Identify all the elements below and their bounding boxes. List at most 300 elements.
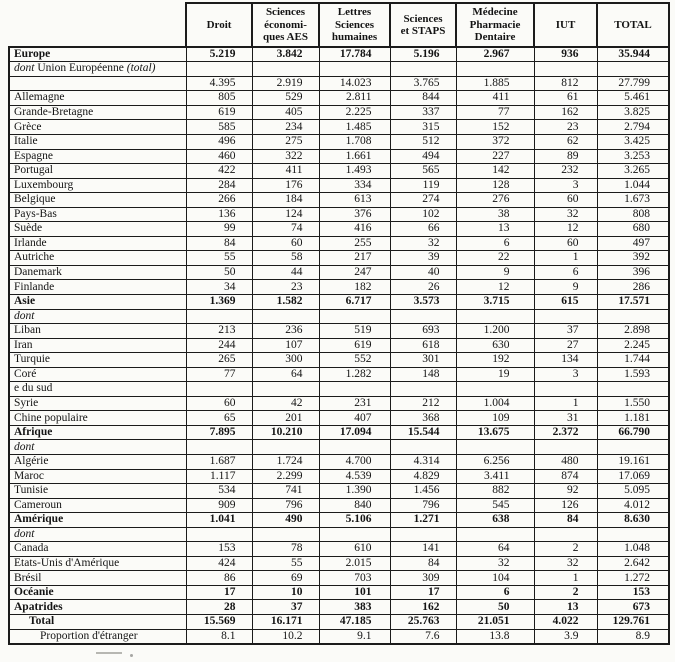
data-cell: 796 [252,498,319,513]
data-cell: 1.673 [597,193,669,208]
data-cell: 680 [597,222,669,237]
data-cell: 1.687 [186,454,252,469]
data-cell: 153 [597,585,669,600]
data-cell: 17 [186,585,252,600]
data-cell: 613 [319,193,390,208]
data-cell: 60 [534,236,597,251]
table-row [9,236,669,251]
data-cell: 376 [319,207,390,222]
scan-artifact-dash [96,652,122,654]
data-cell: 101 [319,585,390,600]
data-cell [456,309,534,324]
row-label: Syrie [9,396,186,411]
table-row [9,265,669,280]
data-cell: 9 [456,265,534,280]
data-cell: 2.794 [597,120,669,135]
data-cell: 411 [456,91,534,106]
data-cell: 615 [534,294,597,309]
data-cell: 107 [252,338,319,353]
data-cell: 34 [186,280,252,295]
data-cell: 1.885 [456,76,534,91]
data-cell: 8.630 [597,513,669,528]
column-header [597,3,669,47]
data-cell: 405 [252,105,319,120]
data-cell: 40 [390,265,456,280]
row-label: Allemagne [9,91,186,106]
data-cell: 8.9 [597,629,669,644]
table-row [9,76,669,91]
row-label: Coré [9,367,186,382]
table-row [9,280,669,295]
column-header [252,3,319,47]
data-cell: 8.1 [186,629,252,644]
row-label: Autriche [9,251,186,266]
data-cell: 638 [456,513,534,528]
data-cell: 6.256 [456,454,534,469]
data-cell [534,382,597,397]
table-row [9,629,669,644]
data-cell: 4.539 [319,469,390,484]
row-label: Amérique [9,513,186,528]
data-cell: 2.642 [597,556,669,571]
data-cell: 212 [390,396,456,411]
data-cell: 529 [252,91,319,106]
data-cell: 119 [390,178,456,193]
data-cell: 184 [252,193,319,208]
data-cell: 55 [186,251,252,266]
data-cell: 66 [390,222,456,237]
data-cell: 21.051 [456,615,534,630]
data-cell: 284 [186,178,252,193]
data-cell: 244 [186,338,252,353]
column-header-line: Lettres [337,6,372,19]
column-header-line: et STAPS [400,25,446,37]
table-row [9,498,669,513]
data-cell: 126 [534,498,597,513]
table-row [9,105,669,120]
data-cell: 618 [390,338,456,353]
data-cell: 5.461 [597,91,669,106]
row-label: Asie [9,294,186,309]
table-row [9,454,669,469]
row-label: Cameroun [9,498,186,513]
row-label: dont Union Européenne (total) [9,62,186,77]
data-cell: 84 [186,236,252,251]
data-cell: 4.314 [390,454,456,469]
data-cell: 2.898 [597,324,669,339]
data-cell: 13.8 [456,629,534,644]
data-cell: 2.015 [319,556,390,571]
data-cell: 274 [390,193,456,208]
column-header [534,3,597,47]
data-cell: 19 [456,367,534,382]
data-cell [252,62,319,77]
table-row [9,484,669,499]
data-cell [319,440,390,455]
row-label: Europe [9,47,186,62]
data-cell: 5.219 [186,47,252,62]
data-cell: 3.425 [597,134,669,149]
data-cell [456,440,534,455]
data-cell: 2.919 [252,76,319,91]
data-cell: 7.6 [390,629,456,644]
data-cell: 4.395 [186,76,252,91]
table-row [9,120,669,135]
data-cell: 32 [534,556,597,571]
table-row [9,542,669,557]
data-cell: 162 [390,600,456,615]
data-cell: 315 [390,120,456,135]
data-cell: 142 [456,164,534,179]
data-cell: 27.799 [597,76,669,91]
data-cell: 60 [534,193,597,208]
row-label: Canada [9,542,186,557]
column-header-line: TOTAL [614,18,652,31]
data-cell [456,527,534,542]
data-cell [597,527,669,542]
data-cell: 741 [252,484,319,499]
data-cell [390,382,456,397]
data-cell: 26 [390,280,456,295]
data-cell: 4.700 [319,454,390,469]
data-cell: 275 [252,134,319,149]
data-cell: 2.967 [456,47,534,62]
data-cell [390,309,456,324]
data-cell: 703 [319,571,390,586]
data-cell: 234 [252,120,319,135]
data-cell: 78 [252,542,319,557]
data-cell: 416 [319,222,390,237]
data-cell: 1 [534,396,597,411]
data-cell: 217 [319,251,390,266]
data-cell: 74 [252,222,319,237]
data-cell: 69 [252,571,319,586]
data-cell: 6 [456,236,534,251]
data-cell: 61 [534,91,597,106]
data-cell: 2 [534,542,597,557]
data-cell: 407 [319,411,390,426]
data-cell [186,382,252,397]
data-cell: 1.048 [597,542,669,557]
data-cell [534,62,597,77]
data-cell: 4.829 [390,469,456,484]
data-cell: 322 [252,149,319,164]
data-cell [252,440,319,455]
data-cell: 92 [534,484,597,499]
data-cell: 19.161 [597,454,669,469]
data-cell: 309 [390,571,456,586]
data-cell: 3.265 [597,164,669,179]
data-cell: 1.390 [319,484,390,499]
table-row [9,62,669,77]
data-cell: 62 [534,134,597,149]
column-header-line: économi- [264,18,307,31]
row-label [9,76,186,91]
table-body [9,47,669,644]
data-cell: 134 [534,353,597,368]
data-cell: 23 [252,280,319,295]
data-cell: 37 [534,324,597,339]
column-header-line: Pharmacie [469,18,521,31]
table-row [9,396,669,411]
row-label: Luxembourg [9,178,186,193]
data-cell: 424 [186,556,252,571]
data-cell: 882 [456,484,534,499]
table-row [9,556,669,571]
data-cell: 796 [390,498,456,513]
data-cell: 141 [390,542,456,557]
data-cell: 844 [390,91,456,106]
table-row [9,294,669,309]
table-row [9,251,669,266]
table-row [9,324,669,339]
data-cell: 1.582 [252,294,319,309]
row-label: Proportion d'étranger [9,629,186,644]
data-cell: 236 [252,324,319,339]
data-cell: 2.811 [319,91,390,106]
data-cell: 519 [319,324,390,339]
data-cell: 3.573 [390,294,456,309]
data-cell: 808 [597,207,669,222]
data-cell: 124 [252,207,319,222]
data-cell: 25.763 [390,615,456,630]
data-cell: 1.041 [186,513,252,528]
data-cell: 227 [456,149,534,164]
data-cell: 15.544 [390,425,456,440]
data-cell: 84 [534,513,597,528]
table-row [9,585,669,600]
data-cell: 231 [319,396,390,411]
data-cell: 201 [252,411,319,426]
table-row [9,367,669,382]
data-cell: 334 [319,178,390,193]
table-row [9,207,669,222]
data-cell: 497 [597,236,669,251]
data-cell: 44 [252,265,319,280]
data-cell: 136 [186,207,252,222]
row-label: Turquie [9,353,186,368]
data-cell: 148 [390,367,456,382]
data-cell: 17.784 [319,47,390,62]
row-label: Portugal [9,164,186,179]
data-cell: 805 [186,91,252,106]
data-cell [319,382,390,397]
data-cell [597,382,669,397]
data-cell [597,62,669,77]
data-cell: 1.004 [456,396,534,411]
data-cell: 65 [186,411,252,426]
table-row [9,527,669,542]
row-label: Pays-Bas [9,207,186,222]
data-cell: 2.299 [252,469,319,484]
data-cell: 109 [456,411,534,426]
data-cell: 2.372 [534,425,597,440]
data-cell [534,527,597,542]
data-cell: 102 [390,207,456,222]
data-cell: 17 [390,585,456,600]
data-cell: 60 [186,396,252,411]
data-cell: 3 [534,178,597,193]
data-cell [252,309,319,324]
data-cell: 1.744 [597,353,669,368]
data-cell: 7.895 [186,425,252,440]
data-cell [534,440,597,455]
data-cell: 213 [186,324,252,339]
data-cell: 9 [534,280,597,295]
data-cell: 534 [186,484,252,499]
row-label: Iran [9,338,186,353]
data-cell: 13.675 [456,425,534,440]
data-cell: 383 [319,600,390,615]
data-cell: 89 [534,149,597,164]
data-cell: 1.708 [319,134,390,149]
data-cell [534,309,597,324]
data-cell: 5.095 [597,484,669,499]
data-cell: 610 [319,542,390,557]
data-cell [390,527,456,542]
data-cell: 12 [534,222,597,237]
table-row [9,91,669,106]
table-row [9,149,669,164]
scan-artifact-dot [130,654,133,657]
column-header [390,3,456,47]
data-cell: 545 [456,498,534,513]
row-label: Suède [9,222,186,237]
table-row [9,440,669,455]
row-label: Finlande [9,280,186,295]
data-cell [456,62,534,77]
data-cell [319,309,390,324]
data-cell: 153 [186,542,252,557]
data-cell: 552 [319,353,390,368]
table-header [9,3,669,47]
data-cell: 6 [456,585,534,600]
column-header [319,3,390,47]
data-cell: 39 [390,251,456,266]
table-row [9,600,669,615]
data-cell: 936 [534,47,597,62]
data-cell: 6.717 [319,294,390,309]
data-cell: 14.023 [319,76,390,91]
data-cell [186,62,252,77]
column-header-line: Sciences [265,6,306,19]
data-cell: 4.022 [534,615,597,630]
data-cell: 460 [186,149,252,164]
data-cell: 12 [456,280,534,295]
table-row [9,513,669,528]
table-row [9,178,669,193]
data-cell: 3.765 [390,76,456,91]
data-cell: 372 [456,134,534,149]
data-cell: 5.106 [319,513,390,528]
row-label: Brésil [9,571,186,586]
data-cell [252,382,319,397]
data-cell: 1.493 [319,164,390,179]
data-cell: 64 [252,367,319,382]
data-cell: 337 [390,105,456,120]
data-cell: 10.210 [252,425,319,440]
data-cell: 840 [319,498,390,513]
header-row [9,3,669,47]
data-cell: 3.825 [597,105,669,120]
data-cell: 32 [534,207,597,222]
data-cell: 1 [534,571,597,586]
table-row [9,382,669,397]
table-row [9,164,669,179]
data-cell: 247 [319,265,390,280]
data-cell: 13 [534,600,597,615]
data-cell: 1.724 [252,454,319,469]
row-label: Belgique [9,193,186,208]
data-cell: 496 [186,134,252,149]
data-cell: 494 [390,149,456,164]
data-cell: 182 [319,280,390,295]
data-cell: 162 [534,105,597,120]
data-cell: 1.044 [597,178,669,193]
data-cell: 16.171 [252,615,319,630]
data-cell: 31 [534,411,597,426]
data-cell: 1 [534,251,597,266]
data-cell: 50 [186,265,252,280]
row-label: Grèce [9,120,186,135]
data-cell: 6 [534,265,597,280]
table-row [9,411,669,426]
table-row [9,353,669,368]
data-cell [186,309,252,324]
data-cell: 10 [252,585,319,600]
data-cell: 42 [252,396,319,411]
row-label: Chine populaire [9,411,186,426]
row-label: Afrique [9,425,186,440]
row-label: Apatrides [9,600,186,615]
table-row [9,615,669,630]
data-cell [597,309,669,324]
data-cell: 104 [456,571,534,586]
data-cell: 422 [186,164,252,179]
data-cell [319,527,390,542]
row-label: Océanie [9,585,186,600]
data-cell: 3.253 [597,149,669,164]
data-cell: 86 [186,571,252,586]
data-cell [390,440,456,455]
column-header-line: Sciences [403,12,443,25]
data-cell: 1.282 [319,367,390,382]
data-cell: 1.117 [186,469,252,484]
data-cell: 10.2 [252,629,319,644]
column-header-line: IUT [555,18,576,31]
data-cell: 23 [534,120,597,135]
column-header-line: ques AES [263,31,308,44]
data-cell: 266 [186,193,252,208]
data-cell: 58 [252,251,319,266]
data-cell: 128 [456,178,534,193]
data-cell: 17.094 [319,425,390,440]
data-cell [456,382,534,397]
row-label: Tunisie [9,484,186,499]
row-label: e du sud [9,382,186,397]
data-cell [390,62,456,77]
data-cell: 3.842 [252,47,319,62]
data-cell: 255 [319,236,390,251]
data-cell: 1.456 [390,484,456,499]
foreign-students-statistics-table [8,2,670,645]
data-cell: 619 [186,105,252,120]
data-cell: 1.593 [597,367,669,382]
data-cell: 1.485 [319,120,390,135]
row-label: dont [9,440,186,455]
data-cell: 176 [252,178,319,193]
data-cell: 3.715 [456,294,534,309]
